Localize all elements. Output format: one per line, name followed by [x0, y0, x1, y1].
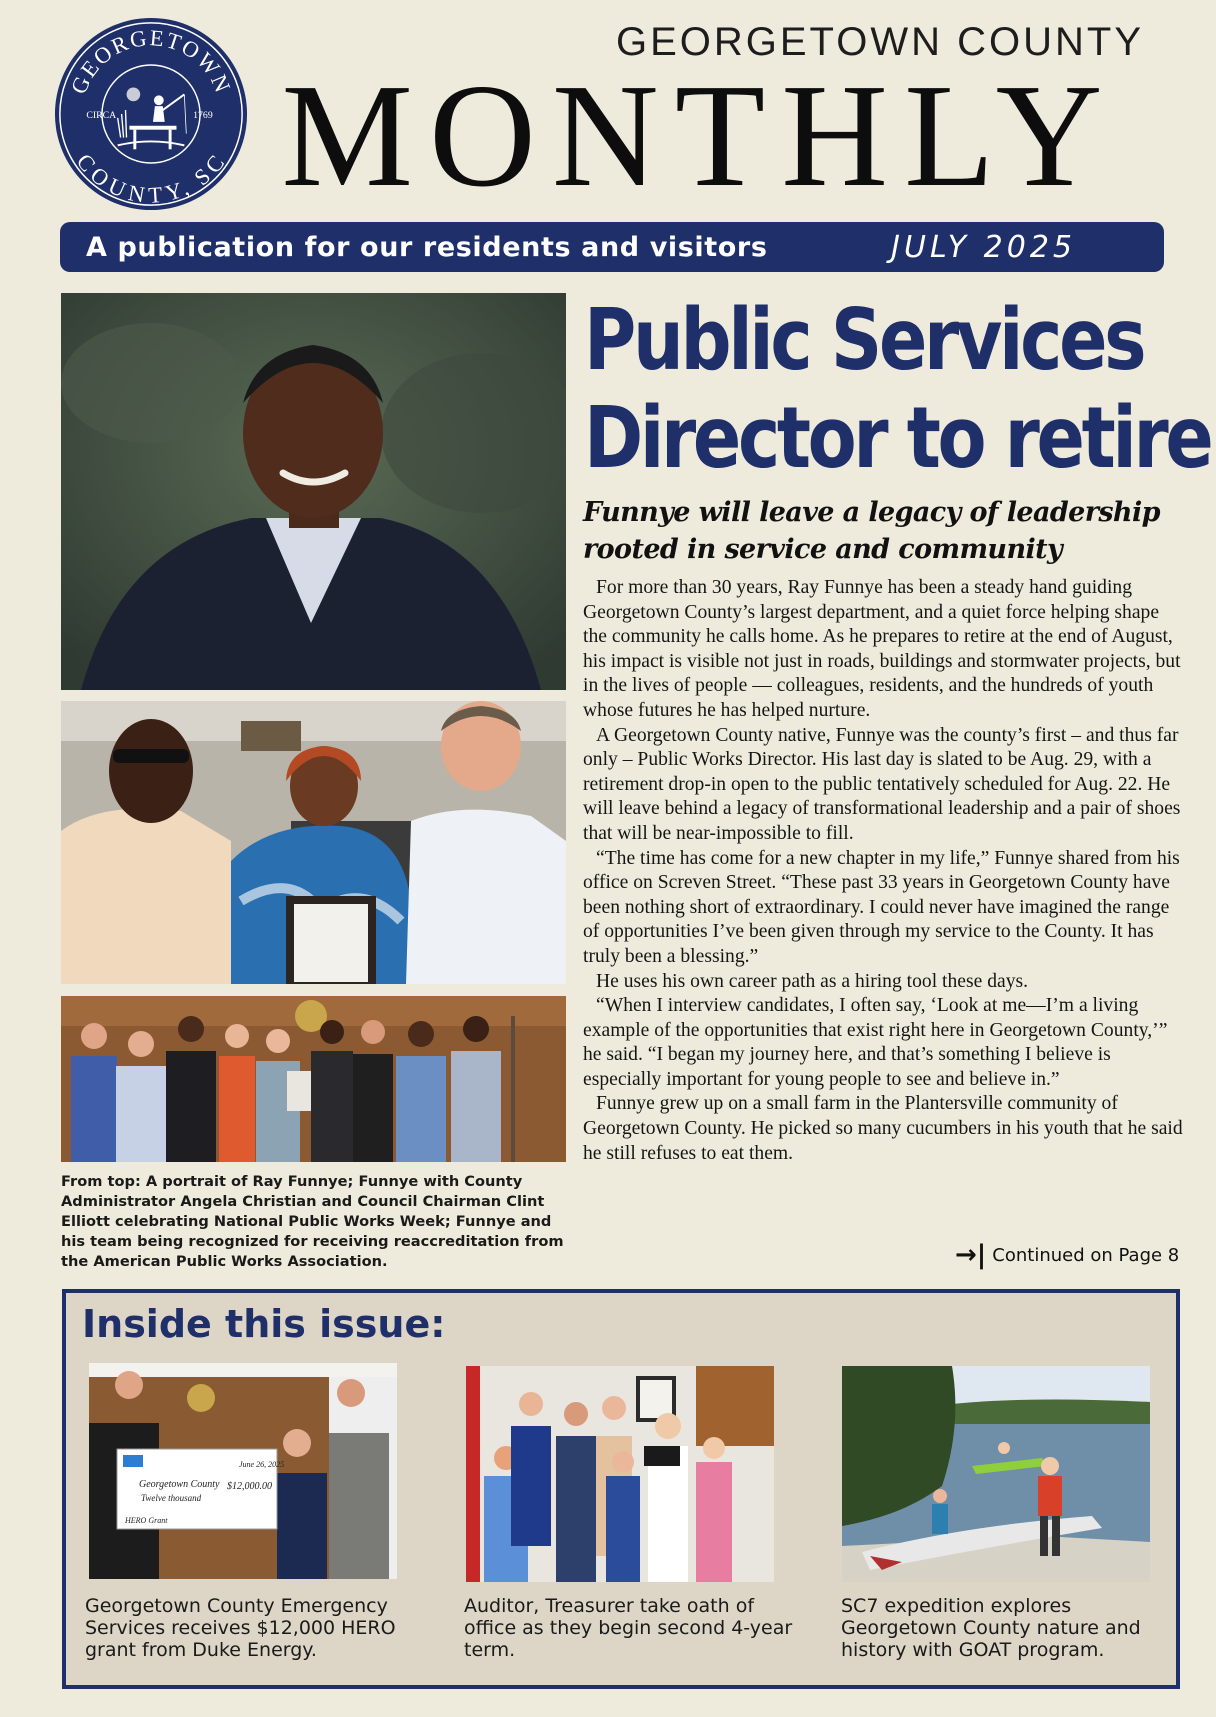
seal-top-text: GEORGETOWN: [65, 25, 237, 98]
teaser-text-hero-grant[interactable]: Georgetown County Emergency Services receives $12,000 HERO grant from Duke Energy.: [85, 1595, 396, 1661]
check-amount-words: Twelve thousand: [141, 1493, 202, 1503]
inside-issue-title: Inside this issue:: [82, 1302, 446, 1346]
article-paragraph: A Georgetown County native, Funnye was the county’s first – and thus far only – Public Works Director. His last day is slated to be Aug. 29, with a retirement drop-in open to the public tentatively scheduled for Aug. 22. He will leave behind a legacy of transformational leadership and a pair of shoes that will be near-impossible to fill.: [583, 724, 1181, 844]
seal-right-text: 1769: [193, 109, 213, 121]
teaser-photo-oath[interactable]: [466, 1366, 774, 1582]
photo-caption: From top: A portrait of Ray Funnye; Funnye with County Administrator Angela Christian and Council Chairman Clint Elliott celebrating National Public Works Week; Funnye and his team being recognized for receiving reaccreditation from the American Public Works Association.: [61, 1173, 564, 1270]
check-memo: HERO Grant: [125, 1516, 168, 1525]
article-body: [583, 576, 1183, 1166]
team-recognition-photo: [61, 996, 566, 1162]
headline-line-2: Director to retire: [584, 389, 1211, 488]
headline-line-1: Public Services: [584, 291, 1144, 390]
teaser-text-sc7[interactable]: SC7 expedition explores Georgetown County nature and history with GOAT program.: [841, 1595, 1141, 1661]
teaser-text-oath[interactable]: Auditor, Treasurer take oath of office as they begin second 4-year term.: [464, 1595, 793, 1661]
tagline-banner: [60, 222, 1164, 272]
article-paragraph: “When I interview candidates, I often say, ‘Look at me—I’m a living example of the opportunities that exist right here in Georgetown County,’” he said. “I began my journey here, and that’s something I believe is especially important for young people to see and believe in.”: [583, 995, 1168, 1090]
check-date: June 26, 2025: [239, 1460, 285, 1469]
tagline-text: A publication for our residents and visitors: [86, 231, 768, 263]
seal-bottom-text: COUNTY, SC: [71, 149, 231, 208]
continued-label: Continued on Page 8: [992, 1244, 1180, 1266]
publication-title: MONTHLY: [281, 54, 1119, 218]
teaser-photo-sc7[interactable]: [842, 1366, 1150, 1582]
arrow-right-to-bar-icon: →|: [955, 1240, 987, 1270]
article-paragraph: Funnye grew up on a small farm in the Plantersville community of Georgetown County. He picked so many cucumbers in his youth that he said he still refuses to eat them.: [583, 1093, 1183, 1164]
proclamation-photo: [61, 701, 566, 984]
portrait-photo: [61, 293, 566, 690]
article-paragraph: “The time has come for a new chapter in my life,” Funnye shared from his office on Screven Street. “These past 33 years in Georgetown County have been nothing short of extraordinary. I could never have imagined the range of opportunities I’ve been given through my service to the County. It has truly been a blessing.”: [583, 847, 1180, 967]
county-name-heading: GEORGETOWN COUNTY: [615, 20, 1145, 64]
article-paragraph: He uses his own career path as a hiring tool these days.: [596, 970, 1029, 992]
check-amount: $12,000.00: [227, 1481, 272, 1492]
teaser-photo-hero-grant[interactable]: [89, 1363, 397, 1579]
article-headline: [584, 291, 1211, 488]
continued-link[interactable]: [955, 1240, 1180, 1270]
issue-date: JULY 2025: [891, 229, 1076, 265]
seal-left-text: CIRCA: [86, 109, 117, 121]
article-subhead: Funnye will leave a legacy of leadership rooted in service and community: [583, 497, 1160, 565]
article-paragraph: For more than 30 years, Ray Funnye has been a steady hand guiding Georgetown County’s largest department, and a quiet force helping shape the community he calls home. As he prepares to retire at the end of August, his impact is visible not just in roads, buildings and stormwater projects, but in the lives of people — colleagues, residents, and the hundreds of youth whose futures he has helped nurture.: [583, 577, 1181, 721]
check-payee: Georgetown County: [139, 1479, 220, 1490]
county-seal-logo: [53, 16, 249, 212]
